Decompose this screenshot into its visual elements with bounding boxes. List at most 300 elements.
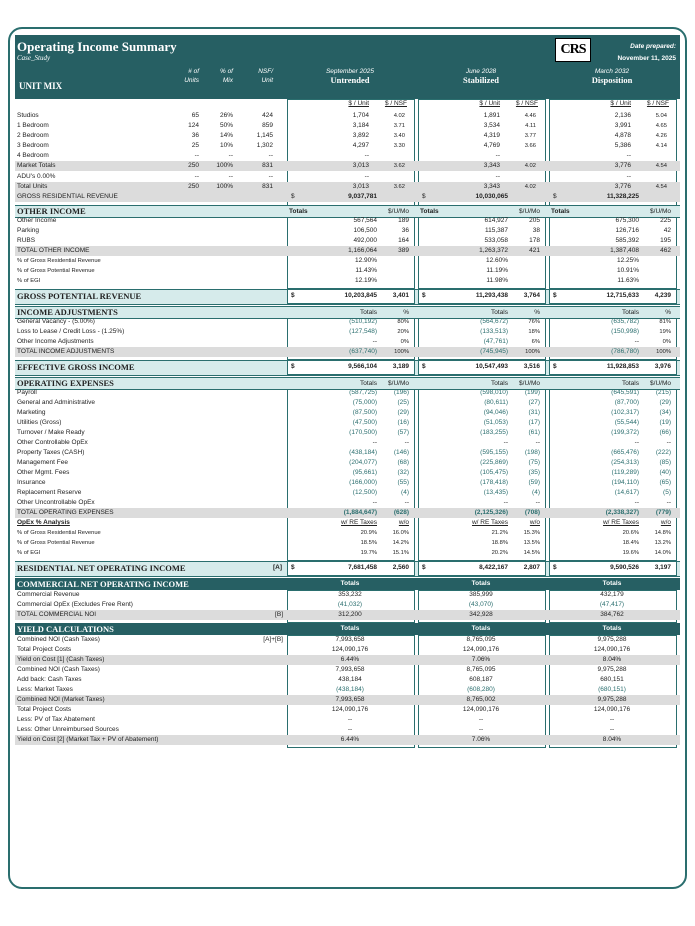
unit-value: (25) — [397, 399, 409, 406]
row-label: Other Uncontrollable OpEx — [17, 499, 95, 506]
row-label: GROSS RESIDENTIAL REVENUE — [17, 193, 118, 200]
commercial-noi-row — [15, 590, 680, 600]
row-label: TOTAL OPERATING EXPENSES — [17, 509, 114, 516]
band-total: 11,928,853 — [606, 363, 639, 370]
total-value: 8,765,002 — [466, 696, 496, 703]
scenario-per-unit: -- — [626, 173, 631, 180]
page-title: Operating Income Summary — [17, 39, 177, 54]
total-value: 12.60% — [485, 257, 508, 264]
totals-header: Totals — [471, 625, 491, 632]
band-total: 9,566,104 — [348, 363, 377, 370]
unit-mix-row — [15, 111, 680, 121]
unit-value: -- — [666, 439, 671, 446]
scenario-per-unit: 4,769 — [483, 142, 500, 149]
opex-row — [15, 458, 680, 468]
dollar-sign: $ — [553, 363, 557, 370]
row-label: Add back: Cash Taxes — [17, 676, 82, 683]
col-header: $/U/Mo — [388, 208, 409, 215]
total-value: (510,192) — [349, 318, 377, 325]
nsf-value: 831 — [262, 183, 273, 190]
scenario-per-nsf: 4.02 — [524, 184, 536, 190]
scenario-per-unit: 3,892 — [352, 132, 369, 139]
totals-header: Totals — [622, 309, 639, 316]
unit-value: 0% — [662, 339, 671, 345]
unit-mix-row — [15, 172, 680, 182]
yield-calculations-row — [15, 675, 680, 685]
scenario-date: September 2025 — [325, 68, 375, 75]
totals-header: Totals — [491, 380, 508, 387]
analysis-a: 19.6% — [622, 550, 639, 556]
unit-mix-row — [15, 141, 680, 151]
row-label: TOTAL INCOME ADJUSTMENTS — [17, 348, 115, 355]
total-value: (47,761) — [483, 338, 508, 345]
total-value: 124,090,176 — [593, 706, 631, 713]
yield-calculations-row — [15, 655, 680, 665]
dollar-sign: $ — [422, 363, 426, 370]
total-value: 1,166,064 — [348, 247, 377, 254]
scenario-per-nsf: 4.26 — [655, 133, 667, 139]
total-value: 438,184 — [338, 676, 362, 683]
income-adjustments-title: INCOME ADJUSTMENTS — [17, 307, 118, 317]
unit-value: 178 — [529, 237, 540, 244]
row-label: Less: Market Taxes — [17, 686, 73, 693]
total-value: (127,548) — [349, 328, 377, 335]
row-label: % of Gross Residential Revenue — [17, 530, 101, 536]
commercial-noi-title: COMMERCIAL NET OPERATING INCOME — [17, 579, 189, 589]
total-value: -- — [634, 499, 639, 506]
col-header: $/U/Mo — [519, 208, 540, 215]
unit-value: -- — [535, 499, 540, 506]
yield-calculations-row — [15, 665, 680, 675]
total-value: (105,475) — [480, 469, 508, 476]
total-value: 6.44% — [340, 736, 360, 743]
date-label: Date prepared: — [630, 43, 676, 50]
total-value: -- — [478, 726, 484, 733]
analysis-a: 18.5% — [360, 540, 377, 546]
total-value: -- — [347, 726, 353, 733]
dollar-sign: $ — [422, 193, 426, 200]
total-value: 675,300 — [615, 217, 639, 224]
mix-value: 100% — [216, 183, 233, 190]
yield-calculations-row — [15, 715, 680, 725]
total-value: (745,945) — [480, 348, 508, 355]
row-label: RUBS — [17, 237, 36, 244]
total-value: (637,740) — [349, 348, 377, 355]
unit-value: -- — [404, 499, 409, 506]
row-label: 2 Bedroom — [17, 132, 49, 139]
scenario-per-unit: 3,184 — [352, 122, 369, 129]
total-value: 533,058 — [484, 237, 508, 244]
total-value: 124,090,176 — [331, 706, 369, 713]
unit-value: (628) — [393, 509, 409, 516]
scenario-per-unit: 3,013 — [352, 162, 369, 169]
scenario-per-unit: 3,534 — [483, 122, 500, 129]
unit-value: (31) — [528, 409, 540, 416]
row-tag: [B] — [275, 611, 283, 618]
total-value: (645,591) — [611, 389, 639, 396]
analysis-col-b: w/o — [529, 519, 540, 526]
total-value: (43,070) — [468, 601, 494, 608]
total-value: 124,090,176 — [593, 646, 631, 653]
analysis-col-a: w/ RE Taxes — [340, 519, 377, 526]
analysis-a: 18.8% — [491, 540, 508, 546]
yield-calculations-row — [15, 635, 680, 645]
opex-analysis-row — [15, 548, 680, 558]
total-value: (119,289) — [611, 469, 639, 476]
dollar-sign: $ — [553, 193, 557, 200]
row-label: Commercial Revenue — [17, 591, 80, 598]
col-units-header: # of Units — [184, 68, 199, 84]
total-value: -- — [503, 499, 508, 506]
total-value: (786,780) — [611, 348, 639, 355]
col-nsf-header: NSF/ Unit — [258, 68, 273, 84]
unit-value: (779) — [655, 509, 671, 516]
total-value: (194,110) — [611, 479, 639, 486]
scenario-per-unit: 4,297 — [352, 142, 369, 149]
total-value: 9,975,288 — [597, 636, 627, 643]
scenario-per-unit: 3,343 — [483, 162, 500, 169]
total-value: 10.91% — [616, 267, 639, 274]
total-value: 8,765,095 — [466, 636, 496, 643]
unit-value: 100% — [525, 349, 540, 355]
scenario-per-unit: -- — [495, 152, 500, 159]
scenario-per-nsf: 4.54 — [655, 184, 667, 190]
yield-calculations-row — [15, 705, 680, 715]
analysis-b: 14.2% — [392, 540, 409, 546]
yield-calculations-title: YIELD CALCULATIONS — [17, 624, 114, 634]
analysis-b: 13.2% — [654, 540, 671, 546]
total-value: (1,884,647) — [343, 509, 377, 516]
unit-value: (32) — [397, 469, 409, 476]
unit-value: (68) — [397, 459, 409, 466]
scenario-per-nsf: 3.40 — [393, 133, 405, 139]
row-label: General Vacancy - (5.00%) — [17, 318, 95, 325]
band-unit: 4,239 — [654, 292, 671, 299]
total-value: (47,500) — [352, 419, 377, 426]
row-label: Replacement Reserve — [17, 489, 82, 496]
commercial-noi-row — [15, 600, 680, 610]
unit-mix-row — [15, 151, 680, 161]
other-income-title: OTHER INCOME — [17, 206, 86, 216]
row-label: Total Project Costs — [17, 706, 72, 713]
analysis-a: 18.4% — [622, 540, 639, 546]
opex-row — [15, 468, 680, 478]
unit-value: 80% — [397, 319, 409, 325]
opex-row — [15, 438, 680, 448]
scenario-name: Untrended — [330, 75, 370, 85]
scenario-per-unit: 3,991 — [614, 122, 631, 129]
unit-value: (17) — [528, 419, 540, 426]
residential-noi-row — [15, 561, 680, 575]
income-adjustments-row — [15, 317, 680, 327]
band-unit: 3,976 — [654, 363, 671, 370]
total-value: 8,765,095 — [466, 666, 496, 673]
units-value: 36 — [191, 132, 199, 139]
scenario-per-nsf: 3.66 — [524, 143, 536, 149]
total-value: -- — [503, 439, 508, 446]
band-unit: 3,189 — [392, 363, 409, 370]
analysis-a: 19.7% — [360, 550, 377, 556]
row-label: TOTAL COMMERCIAL NOI — [17, 611, 97, 618]
total-value: (12,500) — [352, 489, 377, 496]
total-value: 7.06% — [471, 736, 491, 743]
row-label: % of Gross Potential Revenue — [17, 268, 95, 274]
yield-calculations-row — [15, 735, 680, 745]
row-label: Management Fee — [17, 459, 68, 466]
opex-analysis-header — [15, 518, 680, 528]
total-value: (41,032) — [337, 601, 363, 608]
unit-value: (27) — [528, 399, 540, 406]
total-value: (635,782) — [611, 318, 639, 325]
row-label: Other Income Adjustments — [17, 338, 94, 345]
analysis-b: 14.8% — [654, 530, 671, 536]
total-value: (204,077) — [349, 459, 377, 466]
row-label: % of EGI — [17, 550, 41, 556]
per-unit-header: $ / Unit — [479, 100, 500, 107]
total-value: 342,928 — [469, 611, 493, 618]
total-value: -- — [634, 338, 639, 345]
unit-value: (4) — [401, 489, 409, 496]
analysis-a: 20.9% — [360, 530, 377, 536]
total-value: -- — [609, 726, 615, 733]
total-value: (102,317) — [611, 409, 639, 416]
total-value: (95,661) — [352, 469, 377, 476]
unit-value: 38 — [532, 227, 540, 234]
dollar-sign: $ — [291, 564, 295, 571]
mix-value: 26% — [219, 112, 233, 119]
total-value: 6.44% — [340, 656, 360, 663]
total-value: 8.04% — [602, 656, 622, 663]
total-value: 614,927 — [484, 217, 508, 224]
analysis-a: 20.6% — [622, 530, 639, 536]
unit-value: (59) — [528, 479, 540, 486]
analysis-col-b: w/o — [398, 519, 409, 526]
yield-calculations-row — [15, 685, 680, 695]
total-value: 9,975,288 — [597, 666, 627, 673]
unit-value: (196) — [393, 389, 409, 396]
col-header: % — [534, 309, 540, 316]
row-label: Property Taxes (CASH) — [17, 449, 85, 456]
scenario-per-unit: -- — [495, 173, 500, 180]
units-value: 250 — [188, 162, 199, 169]
scenario-per-unit: 3,776 — [614, 162, 631, 169]
nsf-value: 1,145 — [256, 132, 273, 139]
yield-calculations-row — [15, 725, 680, 735]
band-total: 8,422,167 — [479, 564, 508, 571]
col-header: % — [403, 309, 409, 316]
scenario-per-unit: 5,386 — [614, 142, 631, 149]
scenario-header-1 — [287, 67, 413, 85]
unit-value: (198) — [524, 449, 540, 456]
row-label: 1 Bedroom — [17, 122, 49, 129]
per-unit-header: $ / Unit — [610, 100, 631, 107]
dollar-sign: $ — [291, 363, 295, 370]
total-value: 567,564 — [353, 217, 377, 224]
band-unit: 3,764 — [523, 292, 540, 299]
col-header: $/U/Mo — [388, 380, 409, 387]
total-value: -- — [634, 439, 639, 446]
scenario-header-2 — [418, 67, 544, 85]
total-value: -- — [372, 499, 377, 506]
scenario-per-unit: 3,776 — [614, 183, 631, 190]
row-label: Other Mgmt. Fees — [17, 469, 70, 476]
total-value: (225,869) — [480, 459, 508, 466]
company-logo: CRS — [555, 38, 591, 62]
unit-value: (222) — [655, 449, 671, 456]
total-value: (564,672) — [480, 318, 508, 325]
total-value: -- — [372, 338, 377, 345]
total-value: 126,716 — [615, 227, 639, 234]
effective-gross-income-row — [15, 360, 680, 374]
total-value: 1,387,408 — [610, 247, 639, 254]
other-income-row — [15, 236, 680, 246]
total-value: 384,762 — [600, 611, 624, 618]
total-value: 12.19% — [354, 277, 377, 284]
band-total: 11,293,438 — [475, 292, 508, 299]
total-value: 7,993,658 — [335, 696, 365, 703]
total-value: 680,151 — [600, 676, 624, 683]
other-income-row — [15, 246, 680, 256]
gross-potential-revenue-label: GROSS POTENTIAL REVENUE — [17, 291, 142, 301]
total-value: 7,993,658 — [335, 636, 365, 643]
unit-value: (5) — [663, 489, 671, 496]
scenario-per-nsf: 5.04 — [655, 113, 667, 119]
unit-value: (40) — [659, 469, 671, 476]
opex-row — [15, 398, 680, 408]
unit-value: 100% — [394, 349, 409, 355]
opex-row — [15, 508, 680, 518]
col-mix-header: % of Mix — [219, 68, 233, 84]
dollar-sign: $ — [422, 292, 426, 299]
total-value: (178,418) — [480, 479, 508, 486]
mix-value: 100% — [216, 162, 233, 169]
unit-value: (34) — [659, 409, 671, 416]
report-body — [15, 35, 680, 743]
row-label: 3 Bedroom — [17, 142, 49, 149]
total-value: (254,313) — [611, 459, 639, 466]
col-header: % — [665, 309, 671, 316]
scenario-per-unit: 4,878 — [614, 132, 631, 139]
scenario-per-unit: 3,013 — [352, 183, 369, 190]
unit-value: (29) — [659, 399, 671, 406]
unit-value: 19% — [659, 329, 671, 335]
yield-calculations-row — [15, 695, 680, 705]
totals-header: Totals — [471, 580, 491, 587]
unit-value: 421 — [529, 247, 540, 254]
total-value: (94,046) — [483, 409, 508, 416]
opex-analysis-row — [15, 528, 680, 538]
other-income-row — [15, 276, 680, 286]
units-value: 124 — [188, 122, 199, 129]
scenario-per-nsf: 4.02 — [524, 163, 536, 169]
unit-value: 6% — [531, 339, 540, 345]
scenario-per-unit: -- — [364, 152, 369, 159]
scenario-per-nsf: 4.11 — [525, 123, 536, 129]
row-label: Combined NOI (Market Taxes) — [17, 696, 105, 703]
total-value: -- — [609, 716, 615, 723]
unit-mix-heading: UNIT MIX — [19, 81, 63, 91]
unit-value: (85) — [659, 459, 671, 466]
row-label: Commercial OpEx (Excludes Free Rent) — [17, 601, 133, 608]
scenario-name: Stabilized — [463, 75, 499, 85]
row-label: Payroll — [17, 389, 37, 396]
unit-value: (35) — [528, 469, 540, 476]
unit-value: 81% — [659, 319, 671, 325]
total-value: 11.98% — [486, 277, 508, 284]
total-value: (438,184) — [349, 449, 377, 456]
total-value: 7.06% — [471, 656, 491, 663]
total-value: 11.63% — [617, 277, 639, 284]
total-value: 8.04% — [602, 736, 622, 743]
report-header — [15, 35, 680, 99]
unit-value: 189 — [398, 217, 409, 224]
unit-value: 18% — [528, 329, 540, 335]
nsf-value: 424 — [262, 112, 273, 119]
row-label: ADU's 0.00% — [17, 173, 56, 180]
gross-potential-revenue-row — [15, 289, 680, 303]
report-frame — [8, 27, 687, 889]
row-label: % of Gross Potential Revenue — [17, 540, 95, 546]
row-label: Less: PV of Tax Abatement — [17, 716, 95, 723]
row-label: Parking — [17, 227, 40, 234]
band-unit: 2,807 — [523, 564, 540, 571]
scenario-per-unit: -- — [364, 173, 369, 180]
total-value: (75,000) — [352, 399, 377, 406]
unit-value: 0% — [400, 339, 409, 345]
row-label: Total Project Costs — [17, 646, 72, 653]
band-total: 10,547,493 — [475, 363, 508, 370]
row-label: Market Totals — [17, 162, 56, 169]
row-label: Yield on Cost [1] (Cash Taxes) — [17, 656, 105, 663]
total-value: (80,611) — [484, 399, 508, 406]
row-label: Combined NOI (Cash Taxes) — [17, 666, 100, 673]
unit-value: 462 — [660, 247, 671, 254]
total-value: 585,392 — [615, 237, 639, 244]
total-value: (680,151) — [598, 686, 626, 693]
unit-value: (57) — [397, 429, 409, 436]
scenario-per-unit: 2,136 — [614, 112, 631, 119]
unit-value: (146) — [393, 449, 409, 456]
total-value: (166,000) — [349, 479, 377, 486]
total-value: (438,184) — [336, 686, 364, 693]
row-label: Loss to Lease / Credit Loss - (1.25%) — [17, 328, 125, 335]
total-value: (133,513) — [480, 328, 508, 335]
other-income-row — [15, 216, 680, 226]
row-label: Utilities (Gross) — [17, 419, 62, 426]
unit-value: 100% — [656, 349, 671, 355]
units-value: 65 — [191, 112, 199, 119]
units-value: 25 — [191, 142, 199, 149]
row-label: Insurance — [17, 479, 46, 486]
analysis-col-b: w/o — [660, 519, 671, 526]
row-label: % of Gross Residential Revenue — [17, 258, 101, 264]
gross-residential-revenue-row — [15, 192, 680, 202]
total-value: (170,500) — [349, 429, 377, 436]
scenario-name: Disposition — [591, 75, 633, 85]
date-prepared — [617, 41, 676, 65]
income-adjustments-row — [15, 327, 680, 337]
unit-value: 389 — [398, 247, 409, 254]
total-value: 1,263,372 — [479, 247, 508, 254]
total-value: 312,200 — [338, 611, 362, 618]
unit-value: (199) — [524, 389, 540, 396]
totals-header: Totals — [289, 208, 308, 215]
scenario-header-3 — [549, 67, 675, 85]
scenario-per-nsf: 3.62 — [393, 163, 405, 169]
scenario-per-nsf: 4.54 — [655, 163, 667, 169]
per-unit-header: $ / Unit — [348, 100, 369, 107]
band-unit: 3,401 — [392, 292, 409, 299]
